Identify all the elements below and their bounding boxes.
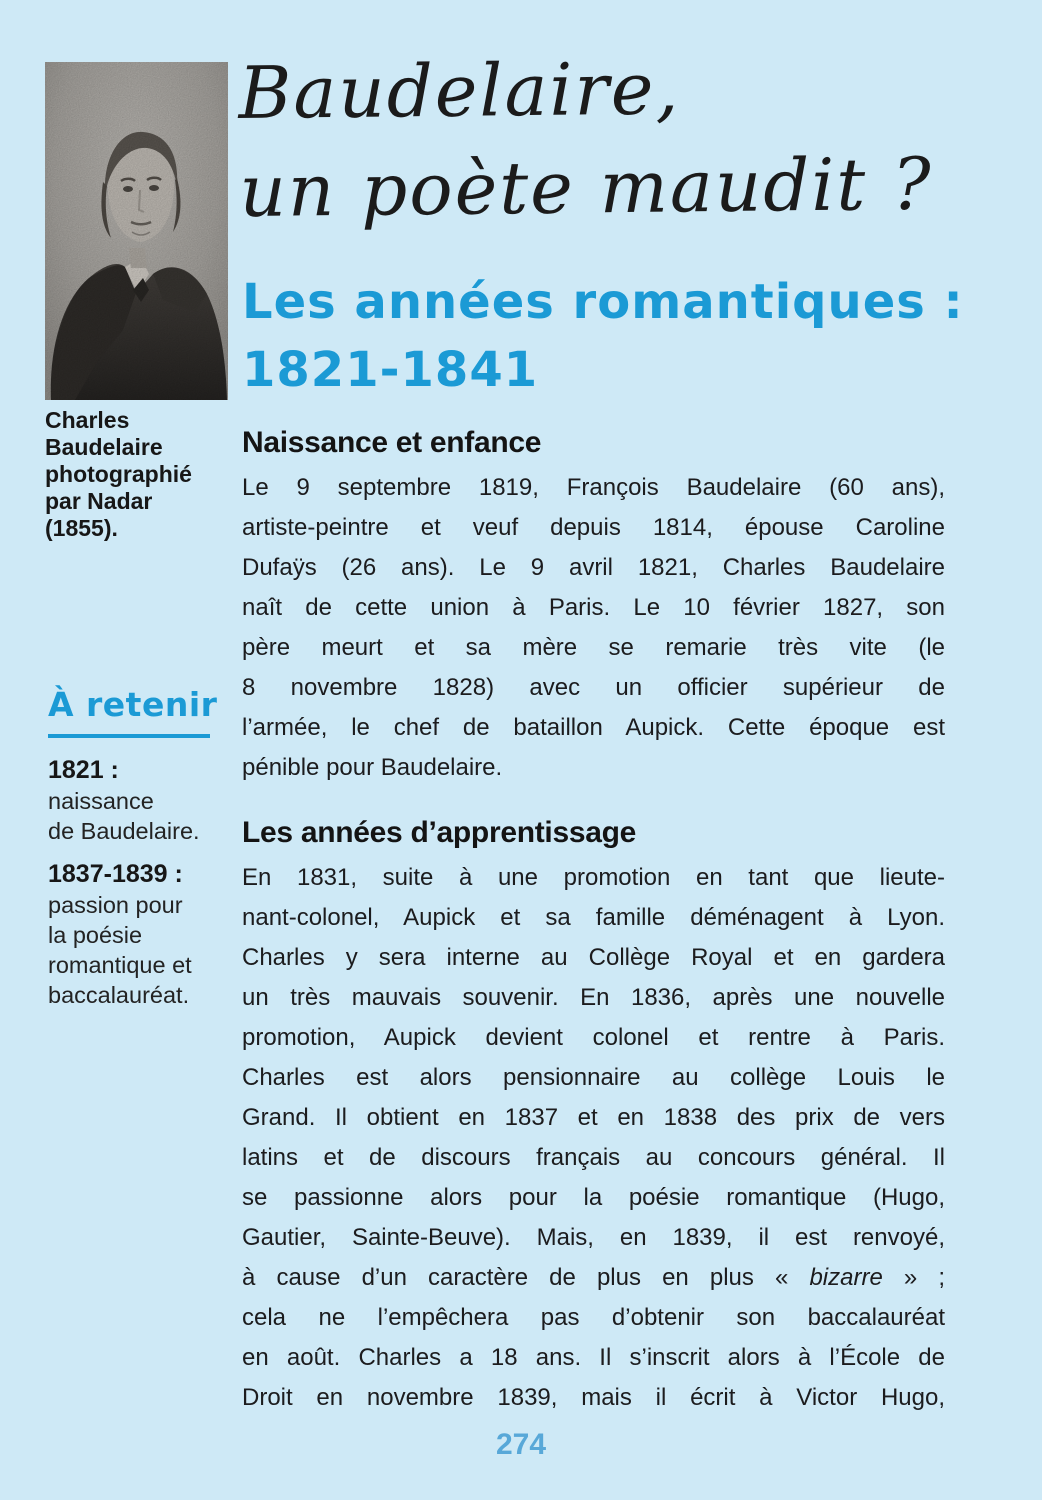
photo-caption-line: Charles — [45, 407, 130, 433]
body-line-segment: à cause d’un caractère de plus en plus « — [242, 1264, 810, 1291]
body-line: 8 novembre 1828) avec un officier supérieur de — [242, 674, 945, 701]
retain-note — [48, 859, 233, 1010]
retain-note-term: 1837-1839 : — [48, 860, 183, 888]
body-line: pénible pour Baudelaire. — [242, 754, 503, 781]
body-line: artiste-peintre et veuf depuis 1814, épouse Caroline — [242, 514, 945, 541]
a-retenir-box — [48, 686, 233, 1023]
body-section — [242, 814, 945, 1418]
body-line: nant-colonel, Aupick et sa famille déménagent à Lyon. — [242, 904, 945, 931]
body-line: Grand. Il obtient en 1837 et en 1838 des prix de vers — [242, 1104, 945, 1131]
body-section-heading: Naissance et enfance — [242, 426, 542, 459]
a-retenir-notes — [48, 755, 233, 1010]
chapter-title — [238, 36, 1000, 240]
a-retenir-heading: À retenir — [48, 685, 218, 724]
body-section-lines — [242, 468, 945, 788]
body-section — [242, 424, 945, 788]
body-line: Charles est alors pensionnaire au collège Louis le — [242, 1064, 945, 1091]
body-line: En 1831, suite à une promotion en tant que lieute- — [242, 864, 945, 891]
section-title-line1: Les années romantiques : — [242, 274, 964, 330]
section-title-line2: 1821-1841 — [242, 342, 539, 398]
retain-note-line: naissance — [48, 788, 154, 814]
body-line: se passionne alors pour la poésie romantique (Hugo, — [242, 1184, 945, 1211]
retain-note-line: romantique et — [48, 952, 192, 978]
a-retenir-divider — [48, 734, 210, 738]
body-line: latins et de discours français au concours général. Il — [242, 1144, 945, 1171]
body-line-italic-segment: bizarre — [809, 1264, 883, 1291]
body-line: naît de cette union à Paris. Le 10 février 1827, son — [242, 594, 945, 621]
body-line-segment: » ; — [882, 1264, 945, 1291]
photo-caption — [45, 407, 235, 542]
body-line: Le 9 septembre 1819, François Baudelaire (60 ans), — [242, 474, 945, 501]
retain-note-line: la poésie — [48, 922, 143, 948]
body-line: en août. Charles a 18 ans. Il s’inscrit alors à l’École de — [242, 1344, 945, 1371]
body-line: Gautier, Sainte-Beuve). Mais, en 1839, il est renvoyé, — [242, 1224, 945, 1251]
photo-caption-line: Baudelaire — [45, 434, 163, 460]
retain-note — [48, 755, 233, 846]
baudelaire-portrait-photo — [45, 62, 228, 400]
body-line: père meurt et sa mère se remarie très vite (le — [242, 634, 945, 661]
photo-caption-line: photographié — [45, 461, 192, 487]
body-line: l’armée, le chef de bataillon Aupick. Cette époque est — [242, 714, 945, 741]
body-line: cela ne l’empêchera pas d’obtenir son baccalauréat — [242, 1304, 945, 1331]
body-line — [242, 1258, 945, 1298]
body-line: Droit en novembre 1839, mais il écrit à Victor Hugo, — [242, 1384, 945, 1411]
body-line: un très mauvais souvenir. En 1836, après une nouvelle — [242, 984, 945, 1011]
photo-caption-line: (1855). — [45, 515, 118, 541]
retain-note-line: baccalauréat. — [48, 982, 190, 1008]
body-section-heading: Les années d’apprentissage — [242, 816, 637, 849]
chapter-title-line1: Baudelaire, — [238, 46, 681, 135]
portrait-illustration — [45, 62, 228, 400]
body-line: Dufaÿs (26 ans). Le 9 avril 1821, Charles Baudelaire — [242, 554, 945, 581]
retain-note-term: 1821 : — [48, 756, 119, 784]
body-line: Charles y sera interne au Collège Royal et en gardera — [242, 944, 945, 971]
chapter-title-line2: un poète maudit ? — [239, 141, 934, 233]
body-section-lines — [242, 858, 945, 1418]
section-title — [242, 268, 1002, 404]
retain-note-line: passion pour — [48, 892, 183, 918]
page-number: 274 — [495, 1428, 547, 1461]
retain-note-line: de Baudelaire. — [48, 818, 200, 844]
photo-caption-line: par Nadar — [45, 488, 153, 514]
body-line: promotion, Aupick devient colonel et rentre à Paris. — [242, 1024, 945, 1051]
